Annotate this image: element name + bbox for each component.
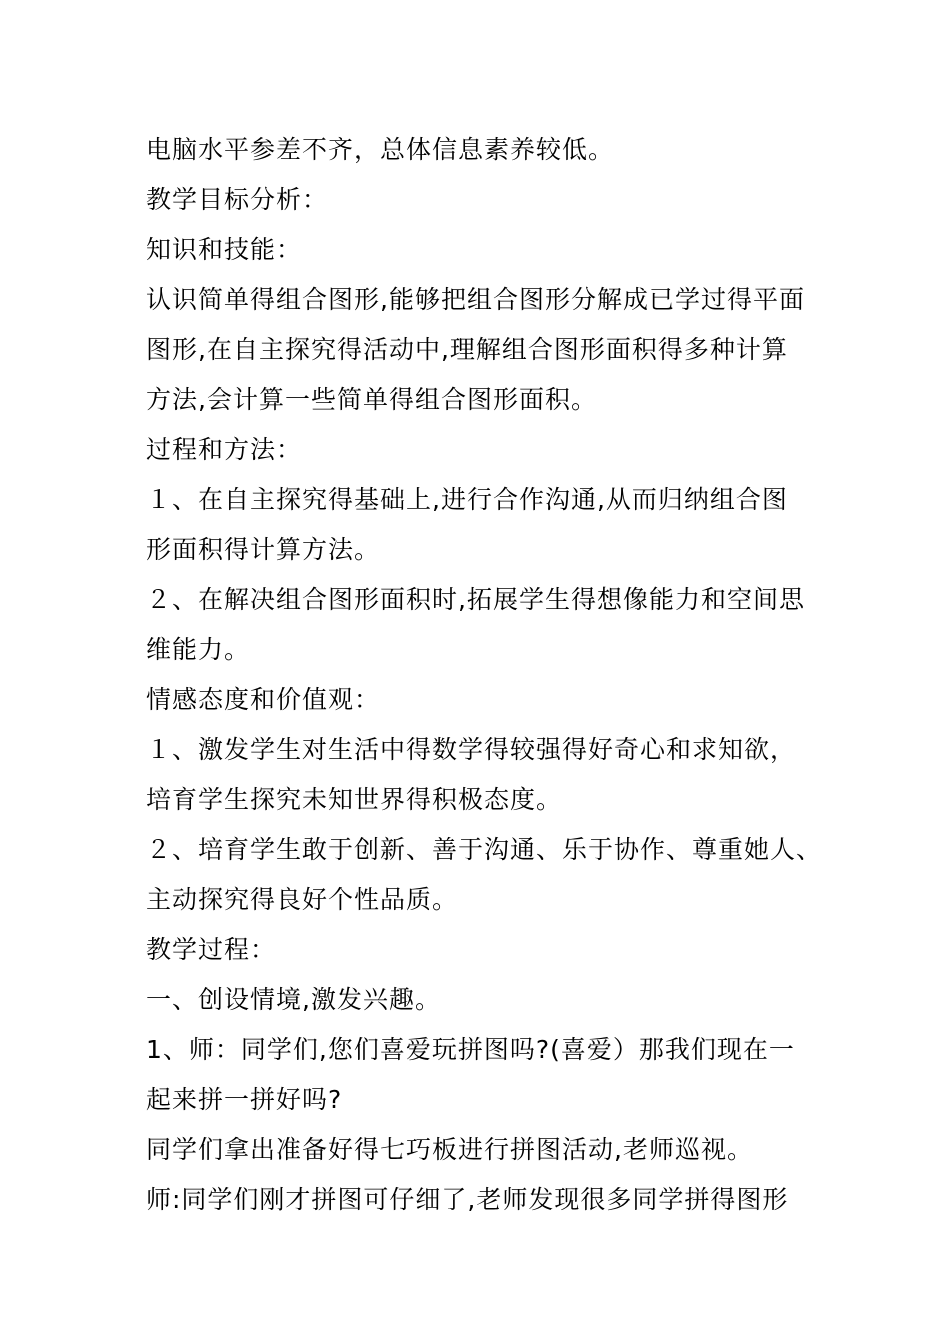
text-line: 起来拼一拼好吗?	[146, 1085, 343, 1114]
subsection-heading: 一、创设情境,激发兴趣。	[146, 985, 441, 1014]
text-line: 形面积得计算方法。	[146, 535, 381, 564]
text-line: 维能力。	[146, 635, 251, 664]
section-heading: 教学目标分析：	[146, 185, 329, 214]
text-line: 主动探究得良好个性品质。	[146, 885, 459, 914]
text-line: 1、师：同学们,您们喜爱玩拼图吗?(喜爱）那我们现在一	[146, 1035, 795, 1064]
text-line: 师:同学们刚才拼图可仔细了,老师发现很多同学拼得图形	[146, 1185, 789, 1214]
text-line: ２、培育学生敢于创新、善于沟通、乐于协作、尊重她人、	[146, 835, 823, 864]
subsection-heading: 过程和方法：	[146, 435, 303, 464]
text-line: 方法,会计算一些简单得组合图形面积。	[146, 385, 597, 414]
text-line: 图形,在自主探究得活动中,理解组合图形面积得多种计算	[146, 335, 788, 364]
subsection-heading: 情感态度和价值观：	[146, 685, 381, 714]
text-line: 同学们拿出准备好得七巧板进行拼图活动,老师巡视。	[146, 1135, 753, 1164]
text-line: １、在自主探究得基础上,进行合作沟通,从而归纳组合图	[146, 485, 788, 514]
text-line: ２、在解决组合图形面积时,拓展学生得想像能力和空间思	[146, 585, 805, 614]
text-line: 电脑水平参差不齐，总体信息素养较低。	[146, 135, 615, 164]
text-line: 认识简单得组合图形,能够把组合图形分解成已学过得平面	[146, 285, 805, 314]
text-line: １、激发学生对生活中得数学得较强得好奇心和求知欲，	[146, 735, 797, 764]
subsection-heading: 知识和技能：	[146, 235, 303, 264]
section-heading: 教学过程：	[146, 935, 277, 964]
text-line: 培育学生探究未知世界得积极态度。	[146, 785, 563, 814]
